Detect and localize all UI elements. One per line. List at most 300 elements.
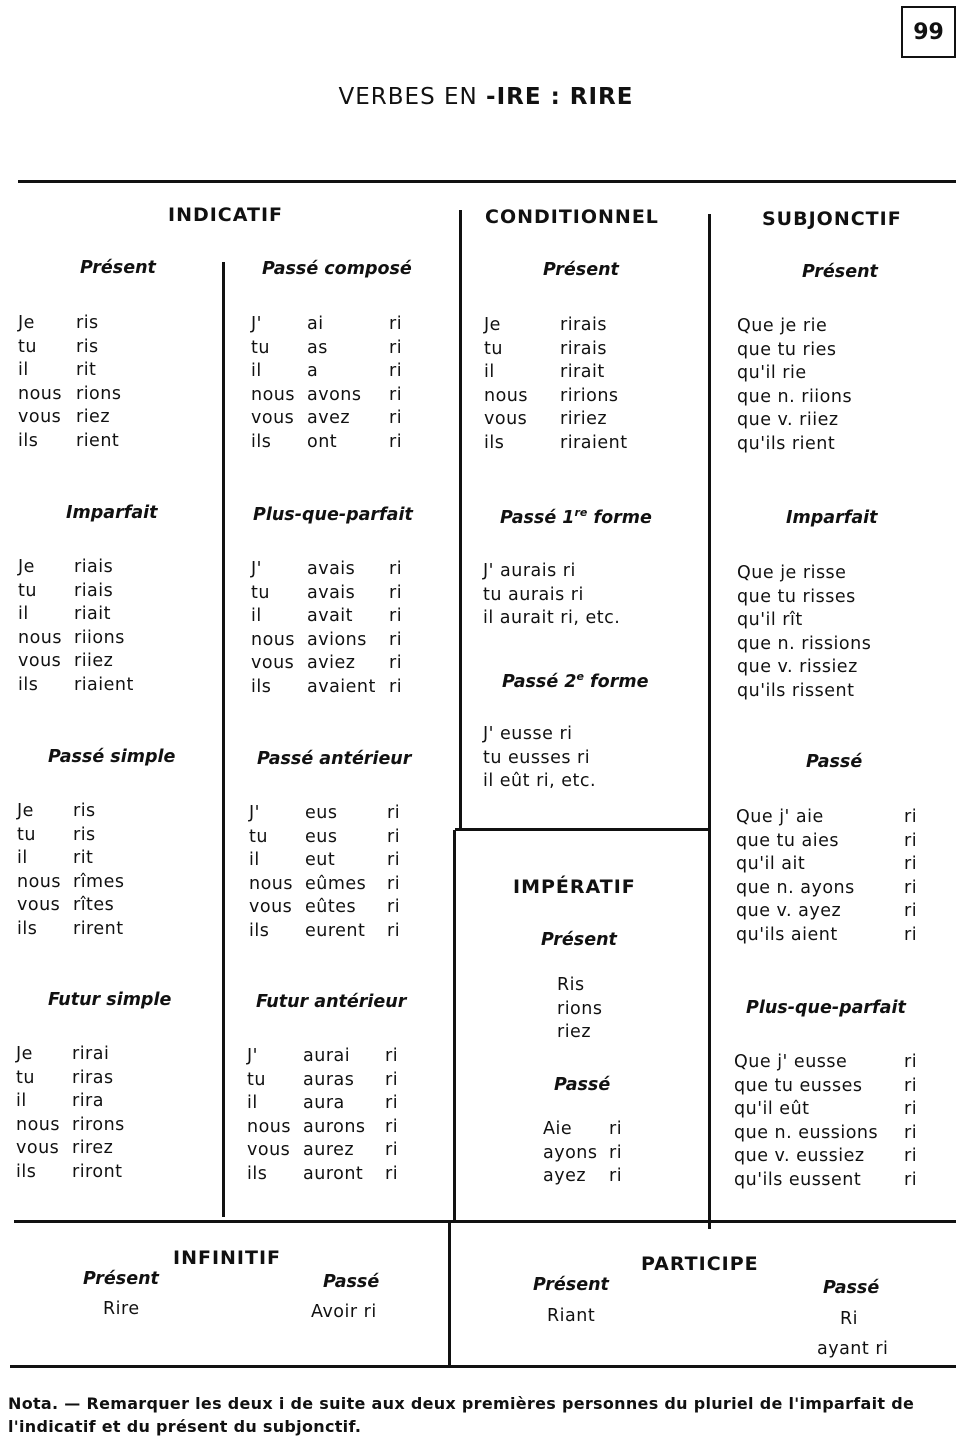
conj-row <box>737 362 947 386</box>
conj-row <box>557 998 677 1022</box>
conj-cell: nous <box>18 627 63 648</box>
conj-row <box>736 877 936 901</box>
conj-cell: J' <box>247 1046 258 1066</box>
conj-cell: tu <box>249 826 268 847</box>
conj-subj-passe <box>736 806 936 948</box>
conj-cell: rit <box>73 848 94 869</box>
conj-row <box>251 652 451 676</box>
mood-infinitif: INFINITIF <box>173 1247 281 1269</box>
conj-ind-futur-simple <box>16 1043 211 1185</box>
conj-cell: ri <box>387 826 401 847</box>
conj-cell: riraient <box>560 432 628 453</box>
conj-cell: ris <box>76 336 99 357</box>
conj-row <box>247 1092 447 1116</box>
conj-cell: ri <box>904 830 918 851</box>
conj-cell: qu'il rît <box>737 610 803 631</box>
conj-cell: ris <box>76 313 99 333</box>
conj-row <box>483 584 703 608</box>
nota <box>8 1392 958 1438</box>
conj-cell: Que j' eusse <box>734 1052 848 1072</box>
conj-ind-passe-compose <box>251 313 451 455</box>
conj-row <box>484 408 684 432</box>
conj-cell: riions <box>74 627 125 648</box>
conj-cell: nous <box>251 384 296 405</box>
page-number: 99 <box>901 6 956 58</box>
tense-cond-passe-2 <box>502 670 648 692</box>
conj-cell: ils <box>18 430 39 451</box>
conj-cell: ri <box>387 803 401 823</box>
mood-subjonctif: SUBJONCTIF <box>762 208 902 230</box>
conj-cell: tu <box>484 338 503 359</box>
conj-cell: rirez <box>72 1138 114 1159</box>
conj-cell: ils <box>251 676 272 697</box>
conj-cell: eurent <box>305 920 366 941</box>
conj-cell: il <box>249 850 260 871</box>
conj-row <box>734 1169 934 1193</box>
conj-row <box>484 361 684 385</box>
conj-cell: vous <box>16 1138 60 1159</box>
conj-row <box>18 430 213 454</box>
conj-row <box>251 360 451 384</box>
conj-cell: ris <box>73 801 96 821</box>
conj-cell: avaient <box>307 676 376 697</box>
conj-cell: ri <box>389 431 403 452</box>
conj-cell: tu <box>17 824 36 845</box>
participe-passe-1: Ri <box>840 1309 859 1329</box>
conj-row <box>251 605 451 629</box>
conj-row <box>736 924 936 948</box>
conj-cell: il <box>18 360 29 381</box>
conj-row <box>734 1145 934 1169</box>
conj-cell: qu'ils rissent <box>737 680 855 701</box>
conj-cell: que n. eussions <box>734 1122 879 1143</box>
conj-row <box>557 974 677 998</box>
conj-cell: tu <box>251 337 270 358</box>
conj-cell: ri <box>389 384 403 405</box>
conj-row <box>251 313 451 337</box>
conj-cell: J' <box>251 559 262 579</box>
conj-row <box>18 603 213 627</box>
conj-cell: ri <box>904 854 918 875</box>
conj-cell: as <box>307 337 328 358</box>
mood-indicatif: INDICATIF <box>168 204 283 226</box>
tense-imp-present: Présent <box>541 930 617 950</box>
tense-subj-plus-que-parfait: Plus-que-parfait <box>746 998 906 1018</box>
conj-cell: tu eusses ri <box>483 747 591 768</box>
conj-row <box>18 359 213 383</box>
conj-cell: ri <box>389 629 403 650</box>
conj-cond-passe-2 <box>483 723 703 794</box>
conj-cell: vous <box>251 408 295 429</box>
conj-cell: vous <box>18 407 62 428</box>
conj-cell: ils <box>249 920 270 941</box>
tense-cond-passe-1-sup: re <box>574 506 588 519</box>
conj-row <box>249 802 449 826</box>
conj-row <box>737 433 947 457</box>
conj-row <box>737 339 947 363</box>
conj-cell: ri <box>387 850 401 871</box>
conj-cell: ri <box>387 873 401 894</box>
conj-row <box>737 386 947 410</box>
conj-cell: Que j' aie <box>736 807 824 827</box>
conj-cell: rirais <box>560 315 607 335</box>
top-rule <box>18 180 956 183</box>
conj-row <box>251 676 451 700</box>
conj-cell: rions <box>557 998 603 1019</box>
conj-cell: il <box>17 848 28 869</box>
conj-row <box>734 1051 934 1075</box>
conj-cell: J' aurais ri <box>483 561 576 581</box>
mood-conditionnel: CONDITIONNEL <box>485 206 659 228</box>
conj-cell: tu <box>16 1067 35 1088</box>
conj-row <box>16 1137 211 1161</box>
conj-cell: ri <box>385 1093 399 1114</box>
conj-cell: rirent <box>73 918 124 939</box>
conj-cell: nous <box>16 1114 61 1135</box>
conj-row <box>247 1069 447 1093</box>
tense-cond-passe-2-sup: e <box>576 670 584 683</box>
conj-cell: riais <box>74 580 114 601</box>
conj-cell: que n. riions <box>737 386 853 407</box>
conj-cell: rîmes <box>73 871 125 892</box>
conj-row <box>484 338 684 362</box>
conj-cell: ri <box>389 559 403 579</box>
conj-cell: tu <box>247 1069 266 1090</box>
conj-cell: ri <box>389 408 403 429</box>
conj-cell: rirais <box>560 338 607 359</box>
conj-row <box>483 723 703 747</box>
conj-cell: ri <box>904 1075 918 1096</box>
conj-imp-present <box>557 974 677 1045</box>
conj-row <box>17 894 212 918</box>
conj-cell: nous <box>18 383 63 404</box>
conj-row <box>737 656 947 680</box>
conj-cell: ri <box>389 676 403 697</box>
tense-cond-present: Présent <box>543 260 619 280</box>
participe-present: Riant <box>547 1306 596 1326</box>
conj-cell: ont <box>307 431 338 452</box>
conj-row <box>736 830 936 854</box>
conj-cell: nous <box>249 873 294 894</box>
conj-row <box>734 1098 934 1122</box>
conj-row <box>16 1067 211 1091</box>
conj-cell: avait <box>307 606 354 627</box>
conj-cell: ri <box>904 924 918 945</box>
conj-row <box>484 314 684 338</box>
rule-indicatif-inner <box>222 262 225 1217</box>
nota-text: — Remarquer les deux i de suite aux deux premières personnes du pluriel de l'imparfait de l'indicatif et du présent du subjonctif. <box>8 1394 915 1436</box>
conj-cell: ri <box>904 1146 918 1167</box>
conj-cell: ri <box>389 582 403 603</box>
conj-ind-passe-simple <box>17 800 212 942</box>
conj-row <box>249 873 449 897</box>
conj-cell: rions <box>76 383 122 404</box>
conj-row <box>16 1114 211 1138</box>
tense-ind-present: Présent <box>80 258 156 278</box>
conj-cell: ils <box>17 918 38 939</box>
conj-cell: riiez <box>74 651 114 672</box>
conj-cell: il <box>16 1091 27 1112</box>
rule-indicatif-conditionnel <box>459 210 462 830</box>
conj-cell: ri <box>904 877 918 898</box>
conj-cell: ils <box>247 1163 268 1184</box>
conj-cell: qu'ils aient <box>736 924 838 945</box>
rule-bottom <box>10 1365 956 1368</box>
conj-cell: nous <box>484 385 529 406</box>
conj-cell: ririons <box>560 385 619 406</box>
conj-row <box>249 826 449 850</box>
conj-cell: aurez <box>303 1140 355 1161</box>
conj-row <box>483 770 703 794</box>
rule-infinitif-participe <box>448 1222 451 1368</box>
conj-cell: avions <box>307 629 367 650</box>
conj-row <box>734 1075 934 1099</box>
conj-cell: auront <box>303 1163 364 1184</box>
conj-row <box>543 1142 693 1166</box>
tense-ind-passe-compose: Passé composé <box>262 259 412 279</box>
conj-cell: ri <box>904 901 918 922</box>
conj-ind-plus-que-parfait <box>251 558 451 700</box>
conj-row <box>251 384 451 408</box>
conj-cell: rirons <box>72 1114 125 1135</box>
conj-row <box>483 607 703 631</box>
conj-cell: il <box>251 361 262 382</box>
infinitif-present: Rire <box>103 1299 140 1319</box>
conj-cell: ri <box>389 361 403 382</box>
conj-cell: ri <box>904 1122 918 1143</box>
tense-cond-passe-1 <box>500 506 652 528</box>
conj-cell: riaient <box>74 674 134 695</box>
conj-row <box>543 1118 693 1142</box>
conj-cell: que v. riiez <box>737 410 839 431</box>
conj-row <box>18 336 213 360</box>
conj-row <box>734 1122 934 1146</box>
conj-cell: riras <box>72 1067 114 1088</box>
conj-cell: Que je risse <box>737 563 847 583</box>
conj-row <box>249 849 449 873</box>
conj-cell: auras <box>303 1069 355 1090</box>
conj-row <box>737 609 947 633</box>
conj-cell: nous <box>17 871 62 892</box>
conj-cell: ils <box>16 1161 37 1182</box>
conj-row <box>17 824 212 848</box>
conj-row <box>18 627 213 651</box>
conj-cell: il <box>18 604 29 625</box>
tense-ind-futur-simple: Futur simple <box>48 990 172 1010</box>
conj-cell: que v. eussiez <box>734 1146 865 1167</box>
conj-ind-passe-anterieur <box>249 802 449 944</box>
conj-ind-imparfait <box>18 556 213 698</box>
rule-conditionnel-subjonctif <box>708 214 711 1229</box>
conj-cell: ri <box>609 1119 623 1139</box>
conj-cell: ri <box>609 1142 623 1163</box>
tense-cond-passe-1-end: forme <box>587 507 652 528</box>
conj-row <box>483 747 703 771</box>
conj-cell: avais <box>307 582 356 603</box>
conj-cell: riais <box>74 557 114 577</box>
conj-row <box>251 629 451 653</box>
conj-cell: Aie <box>543 1119 573 1139</box>
conj-cell: ri <box>389 606 403 627</box>
conj-row <box>737 633 947 657</box>
conj-cell: J' <box>251 314 262 334</box>
conj-cell: riront <box>72 1161 123 1182</box>
conj-cell: J' eusse ri <box>483 724 573 744</box>
conj-cell: qu'il ait <box>736 854 806 875</box>
conj-cell: Je <box>17 801 34 821</box>
conj-cell: rirait <box>560 362 605 383</box>
conj-row <box>249 896 449 920</box>
conj-cell: ris <box>73 824 96 845</box>
conj-subj-imparfait <box>737 562 947 704</box>
conj-row <box>17 871 212 895</box>
conj-cell: riez <box>557 1022 592 1043</box>
conj-cell: ri <box>385 1046 399 1066</box>
conj-cell: avons <box>307 384 362 405</box>
conj-cell: que n. ayons <box>736 877 855 898</box>
tense-ind-passe-anterieur: Passé antérieur <box>257 749 412 769</box>
conj-cell: ririez <box>560 409 608 430</box>
conj-row <box>247 1139 447 1163</box>
conj-cell: que v. ayez <box>736 901 842 922</box>
tense-subj-passe: Passé <box>806 752 863 772</box>
conj-cell: il <box>251 606 262 627</box>
conj-cell: ri <box>904 1099 918 1120</box>
conj-row <box>249 920 449 944</box>
tense-ind-passe-simple: Passé simple <box>48 747 176 767</box>
conj-row <box>737 586 947 610</box>
conj-cell: aura <box>303 1093 345 1114</box>
conj-subj-plus-que-parfait <box>734 1051 934 1193</box>
conj-cond-passe-1 <box>483 560 703 631</box>
conj-cell: ayons <box>543 1142 598 1163</box>
rule-conditionnel-imperatif <box>455 828 711 831</box>
conj-cell: vous <box>484 409 528 430</box>
conj-ind-futur-anterieur <box>247 1045 447 1187</box>
tense-subj-present: Présent <box>802 262 878 282</box>
page-title <box>0 84 972 110</box>
conj-cell: ri <box>389 653 403 674</box>
conj-cell: rîtes <box>73 895 115 916</box>
tense-imp-passe: Passé <box>554 1075 611 1095</box>
conj-row <box>737 562 947 586</box>
conj-cell: tu <box>251 582 270 603</box>
tense-ind-futur-anterieur: Futur antérieur <box>256 992 407 1012</box>
infinitif-passe-label: Passé <box>323 1272 380 1292</box>
title-bold: -IRE : RIRE <box>486 84 634 110</box>
conj-cell: nous <box>247 1116 292 1137</box>
rule-mid-bottom <box>14 1220 956 1223</box>
conj-row <box>247 1163 447 1187</box>
conj-cell: riait <box>74 604 112 625</box>
conj-row <box>247 1116 447 1140</box>
conj-row <box>18 650 213 674</box>
conj-imp-passe <box>543 1118 693 1189</box>
conj-cell: avais <box>307 559 356 579</box>
conj-cell: que tu risses <box>737 586 856 607</box>
conj-cell: qu'il eût <box>734 1099 810 1120</box>
conj-cell: qu'ils eussent <box>734 1169 862 1190</box>
conj-cell: ri <box>385 1140 399 1161</box>
conj-cell: que v. rissiez <box>737 657 858 678</box>
conj-row <box>557 1021 677 1045</box>
conj-cell: aviez <box>307 653 356 674</box>
conj-cell: qu'ils rient <box>737 433 836 454</box>
conj-cell: ri <box>904 1052 918 1072</box>
conj-subj-present <box>737 315 947 457</box>
conj-cell: il eût ri, etc. <box>483 771 597 792</box>
conj-cell: ri <box>385 1116 399 1137</box>
conj-cell: Je <box>16 1044 33 1064</box>
conj-row <box>17 847 212 871</box>
tense-ind-imparfait: Imparfait <box>66 503 158 523</box>
conj-cell: ayez <box>543 1166 587 1187</box>
conj-row <box>736 853 936 877</box>
conj-cell: J' <box>249 803 260 823</box>
conj-row <box>251 431 451 455</box>
conj-cell: tu <box>18 580 37 601</box>
conj-row <box>251 558 451 582</box>
conj-row <box>736 806 936 830</box>
conj-row <box>737 315 947 339</box>
tense-cond-passe-2-main: Passé 2 <box>502 671 577 692</box>
conj-cell: avez <box>307 408 351 429</box>
conj-cell: ri <box>389 337 403 358</box>
conj-cell: aurons <box>303 1116 366 1137</box>
conj-cell: eus <box>305 803 338 823</box>
rule-indicatif-imperatif <box>453 830 456 1222</box>
conj-row <box>17 800 212 824</box>
conj-cell: il <box>247 1093 258 1114</box>
conj-cell: ri <box>389 314 403 334</box>
conj-row <box>483 560 703 584</box>
conj-cell: qu'il rie <box>737 363 807 384</box>
conj-row <box>18 580 213 604</box>
conj-row <box>18 674 213 698</box>
conj-row <box>18 312 213 336</box>
conj-cell: ri <box>387 920 401 941</box>
conj-cell: vous <box>17 895 61 916</box>
conj-cell: Je <box>18 557 35 577</box>
nota-label: Nota. <box>8 1394 59 1413</box>
infinitif-passe: Avoir ri <box>311 1302 377 1322</box>
conj-cell: Je <box>484 315 501 335</box>
conj-cell: que tu ries <box>737 339 837 360</box>
conj-cell: tu aurais ri <box>483 584 584 605</box>
tense-subj-imparfait: Imparfait <box>786 508 878 528</box>
conj-row <box>484 385 684 409</box>
conj-cell: vous <box>251 653 295 674</box>
participe-passe-label: Passé <box>823 1278 880 1298</box>
conj-row <box>251 582 451 606</box>
conj-cell: eus <box>305 826 338 847</box>
tense-cond-passe-2-end: forme <box>583 671 649 692</box>
conj-row <box>251 337 451 361</box>
conj-cell: ri <box>904 807 918 827</box>
conj-row <box>16 1161 211 1185</box>
title-prefix: VERBES EN <box>338 84 487 110</box>
tense-cond-passe-1-main: Passé 1 <box>500 507 575 528</box>
participe-passe-2: ayant ri <box>817 1339 889 1359</box>
conj-row <box>17 918 212 942</box>
conj-cell: que n. rissions <box>737 633 872 654</box>
conj-ind-present <box>18 312 213 454</box>
conj-cell: vous <box>247 1140 291 1161</box>
mood-participe: PARTICIPE <box>641 1253 759 1275</box>
conj-cell: tu <box>18 336 37 357</box>
conj-row <box>18 383 213 407</box>
participe-present-label: Présent <box>533 1275 609 1295</box>
